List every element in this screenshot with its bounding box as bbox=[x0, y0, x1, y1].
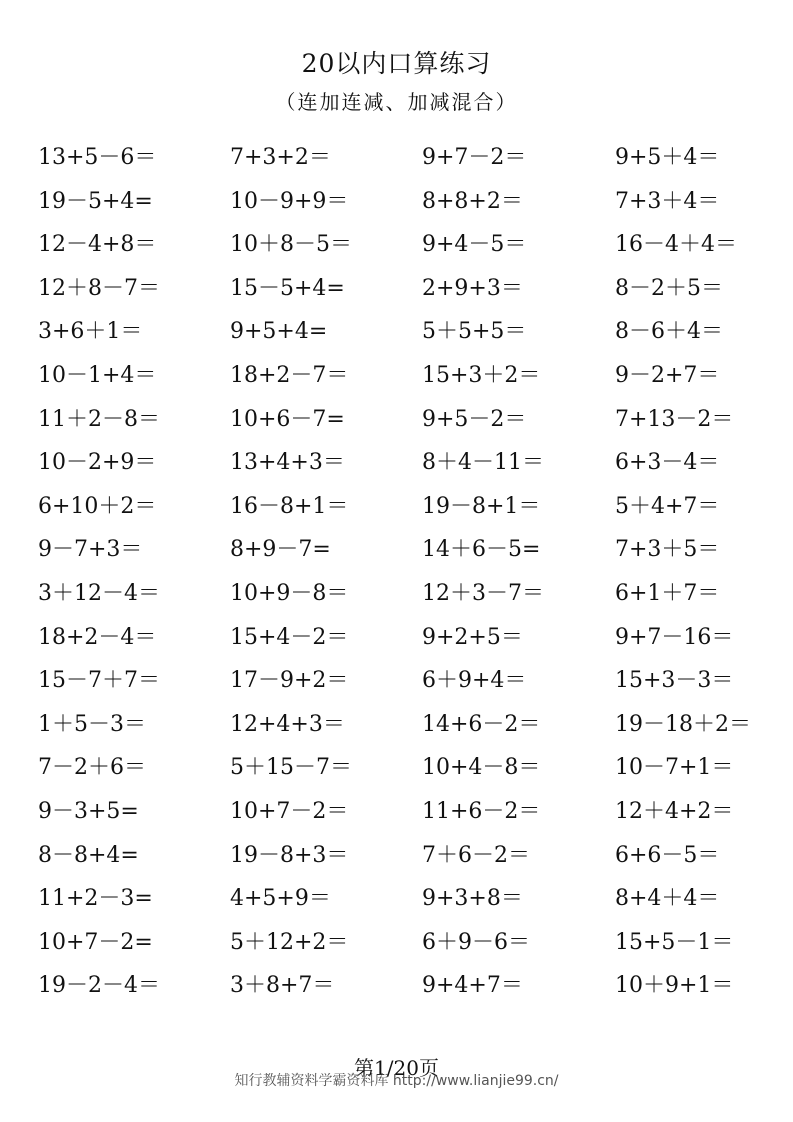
problem-item: 10+6－7= bbox=[230, 406, 345, 432]
problem-item: 8+4＋4＝ bbox=[615, 886, 720, 912]
problem-item: 18+2－7＝ bbox=[230, 362, 349, 388]
problem-item: 16－8+1＝ bbox=[230, 493, 349, 519]
problem-item: 9+5+4= bbox=[230, 319, 328, 345]
problem-item: 7+3＋4＝ bbox=[615, 188, 720, 214]
problem-grid bbox=[38, 140, 778, 1012]
problem-item: 8+9－7= bbox=[230, 537, 331, 563]
problem-item: 19－5+4= bbox=[38, 188, 153, 214]
problem-item: 10－7+1＝ bbox=[615, 755, 734, 781]
problem-item: 9+7－16＝ bbox=[615, 624, 734, 650]
page-title: 20以内口算练习 bbox=[301, 49, 492, 78]
problem-item: 10+4－8＝ bbox=[422, 755, 541, 781]
page-number: 第1/20页 bbox=[354, 1056, 439, 1080]
problem-item: 10＋8－5＝ bbox=[230, 232, 352, 258]
problem-item: 10－2+9＝ bbox=[38, 450, 157, 476]
problem-item: 7+13－2＝ bbox=[615, 406, 734, 432]
problem-item: 8－2＋5＝ bbox=[615, 275, 723, 301]
problem-item: 5＋12+2＝ bbox=[230, 929, 349, 955]
problem-item: 11＋2－8＝ bbox=[38, 406, 160, 432]
problem-item: 2+9+3＝ bbox=[422, 275, 523, 301]
problem-item: 9－2+7＝ bbox=[615, 362, 720, 388]
problem-item: 7+3＋5＝ bbox=[615, 537, 720, 563]
problem-item: 12＋8－7＝ bbox=[38, 275, 160, 301]
problem-item: 19－2－4＝ bbox=[38, 973, 160, 999]
problem-item: 17－9+2＝ bbox=[230, 668, 349, 694]
problem-item: 14+6－2＝ bbox=[422, 711, 541, 737]
problem-item: 7＋6－2＝ bbox=[422, 842, 530, 868]
problem-item: 9+3+8＝ bbox=[422, 886, 523, 912]
problem-item: 11+6－2＝ bbox=[422, 798, 541, 824]
problem-item: 10－9+9＝ bbox=[230, 188, 349, 214]
problem-item: 7－2＋6＝ bbox=[38, 755, 146, 781]
problem-item: 3＋12－4＝ bbox=[38, 580, 160, 606]
problem-item: 4+5+9＝ bbox=[230, 886, 331, 912]
problem-item: 9－7+3＝ bbox=[38, 537, 143, 563]
problem-item: 15－7＋7＝ bbox=[38, 668, 160, 694]
problem-item: 9+2+5＝ bbox=[422, 624, 523, 650]
problem-item: 8－8+4= bbox=[38, 842, 139, 868]
problem-item: 6+10＋2＝ bbox=[38, 493, 157, 519]
problem-item: 15+3＋2＝ bbox=[422, 362, 541, 388]
problem-item: 7+3+2＝ bbox=[230, 145, 331, 170]
problem-item: 9+7－2＝ bbox=[422, 145, 527, 170]
problem-item: 14＋6－5= bbox=[422, 537, 541, 563]
problem-item: 5＋5+5＝ bbox=[422, 319, 527, 345]
problem-item: 6+3－4＝ bbox=[615, 450, 720, 476]
problem-item: 16－4＋4＝ bbox=[615, 232, 737, 258]
problem-item: 8+8+2＝ bbox=[422, 188, 523, 214]
problem-item: 15+5－1＝ bbox=[615, 929, 734, 955]
problem-item: 6＋9+4＝ bbox=[422, 668, 527, 694]
problem-item: 12+4+3＝ bbox=[230, 711, 345, 737]
problem-item: 10+7－2＝ bbox=[230, 798, 349, 824]
problem-item: 6+6－5＝ bbox=[615, 842, 720, 868]
problem-item: 19－8+3＝ bbox=[230, 842, 349, 868]
problem-item: 18+2－4＝ bbox=[38, 624, 157, 650]
problem-item: 6+1＋7＝ bbox=[615, 580, 720, 606]
problem-item: 9+4－5＝ bbox=[422, 232, 527, 258]
problem-item: 10+9－8＝ bbox=[230, 580, 349, 606]
page-subtitle: （连加连减、加减混合） bbox=[275, 90, 518, 114]
problem-item: 3＋8+7＝ bbox=[230, 973, 335, 999]
problem-item: 15－5+4= bbox=[230, 275, 345, 301]
problem-item: 13+5－6＝ bbox=[38, 145, 157, 170]
problem-item: 9+5＋4＝ bbox=[615, 145, 720, 170]
problem-item: 6＋9－6＝ bbox=[422, 929, 530, 955]
problem-item: 8＋4－11＝ bbox=[422, 450, 544, 476]
problem-item: 11+2－3= bbox=[38, 886, 153, 912]
problem-item: 15+3－3＝ bbox=[615, 668, 734, 694]
problem-item: 9－3+5= bbox=[38, 798, 139, 824]
problem-item: 12－4+8＝ bbox=[38, 232, 157, 258]
problem-item: 1＋5－3＝ bbox=[38, 711, 146, 737]
problem-item: 5＋15－7＝ bbox=[230, 755, 352, 781]
problem-item: 10＋9+1＝ bbox=[615, 973, 734, 999]
watermark: 知行教辅资料学霸资料库 http://www.lianjie99.cn/ bbox=[234, 1073, 559, 1089]
problem-item: 19－8+1＝ bbox=[422, 493, 541, 519]
problem-item: 8－6＋4＝ bbox=[615, 319, 723, 345]
problem-item: 13+4+3＝ bbox=[230, 450, 345, 476]
problem-item: 9+5－2＝ bbox=[422, 406, 527, 432]
problem-item: 3+6＋1＝ bbox=[38, 319, 143, 345]
problem-item: 19－18＋2＝ bbox=[615, 711, 751, 737]
problem-item: 10+7－2= bbox=[38, 929, 153, 955]
problem-item: 12＋4+2＝ bbox=[615, 798, 734, 824]
problem-item: 5＋4+7＝ bbox=[615, 493, 720, 519]
problem-item: 9+4+7＝ bbox=[422, 973, 523, 999]
problem-item: 10－1+4＝ bbox=[38, 362, 157, 388]
problem-item: 15+4－2＝ bbox=[230, 624, 349, 650]
problem-item: 12＋3－7＝ bbox=[422, 580, 544, 606]
